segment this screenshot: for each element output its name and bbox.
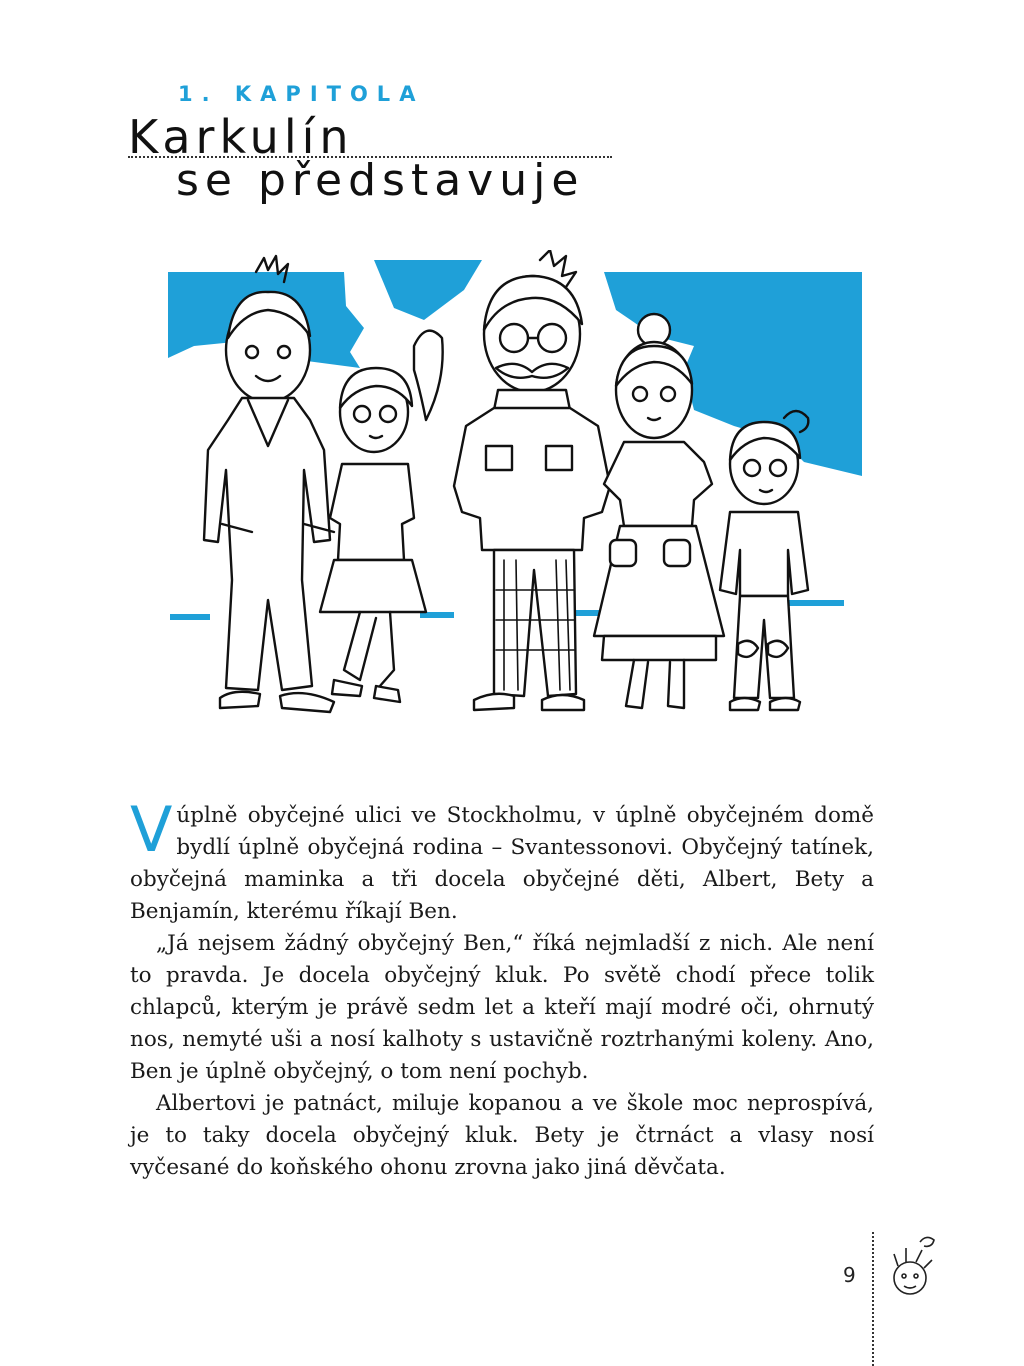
paragraph-text: úplně obyčejné ulici ve Stockholmu, v úplně obyčejném domě bydlí úplně obyčejná rodina – Svantessonovi. Obyčejný tatínek, obyčejná maminka a tři docela obyčejné děti, Albert, Bety a Benjamín, kterému říkají Ben. — [130, 803, 874, 924]
page-number: 9 — [843, 1263, 856, 1287]
chapter-title: Karkulín — [128, 110, 354, 164]
father-figure — [454, 250, 610, 710]
character-doodle-icon — [880, 1232, 944, 1302]
blue-floor-dash-1 — [170, 614, 210, 620]
chapter-body — [130, 793, 874, 1184]
paragraph: „Já nejsem žádný obyčejný Ben,“ říká nejmladší z nich. Ale není to pravda. Je docela obyčejný kluk. Po světě chodí přece tolik chlapců, kterým je právě sedm let a kteří mají modré oči, ohrnutý nos, nemyté uši a nosí kalhoty s ustavičně roztrhanými koleny. Ano, Ben je úplně obyčejný, o tom není pochyb. — [130, 931, 874, 1084]
blue-backdrop-center — [374, 260, 482, 320]
bety-figure — [320, 331, 443, 702]
paragraph — [130, 793, 874, 928]
ben-figure — [720, 411, 808, 710]
drop-cap: V — [130, 793, 173, 866]
paragraph: Albertovi je patnáct, miluje kopanou a ve škole moc neprospívá, je to taky docela obyčejný kluk. Bety je čtrnáct a vlasy nosí vyčesané do koňského ohonu zrovna jako jiná děvčata. — [130, 1091, 874, 1180]
chapter-subtitle: se představuje — [176, 155, 585, 206]
margin-divider — [872, 1232, 874, 1366]
family-portrait-illustration — [164, 250, 864, 730]
blue-floor-dash-4 — [784, 600, 844, 606]
chapter-label: 1. KAPITOLA — [178, 82, 425, 106]
